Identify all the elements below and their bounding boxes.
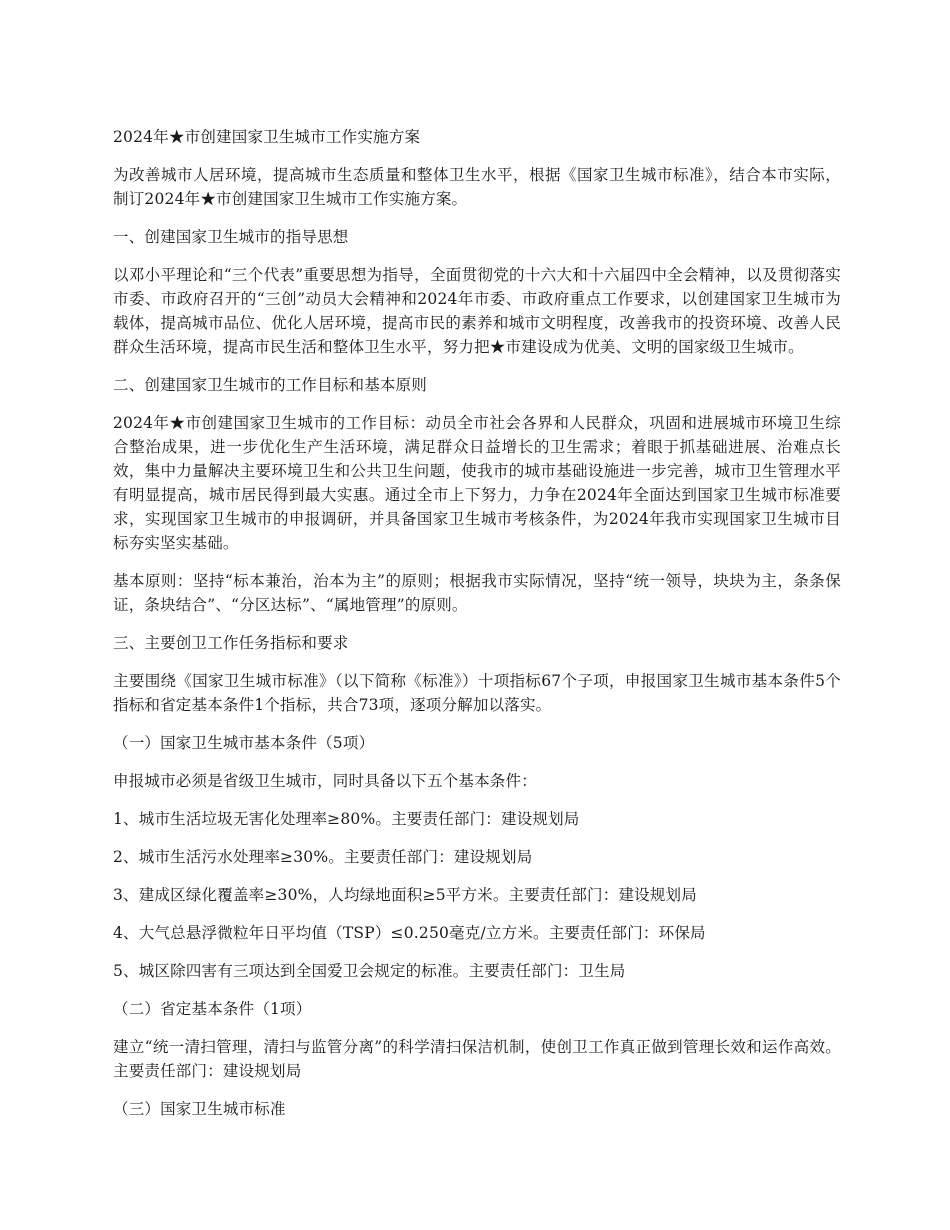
provincial-conditions-paragraph: 建立“统一清扫管理，清扫与监管分离”的科学清扫保洁机制，使创卫工作真正做到管理长效和运作高效。主要责任部门：建设规划局 xyxy=(113,1038,841,1080)
subsection-heading-basic-conditions: （一）国家卫生城市基本条件（5项） xyxy=(113,734,375,752)
goals-paragraph: 2024年★市创建国家卫生城市的工作目标：动员全市社会各界和人民群众，巩固和进展城市环境卫生综合整治成果，进一步优化生产生活环境，满足群众日益增长的卫生需求；着眼于抓基础进展、治难点长效，集中力量解决主要环境卫生和公共卫生问题，使我市的城市基础设施进一步完善，城市卫生管理水平有明显提高，城市居民得到最大实惠。通过全市上下努力，力争在2024年全面达到国家卫生城市标准要求，实现国家卫生城市的申报调研，并具备国家卫生城市考核条件，为2024年我市实现国家卫生城市目标夯实坚实基础。 xyxy=(113,414,841,552)
section-heading-guiding-ideology: 一、创建国家卫生城市的指导思想 xyxy=(113,228,349,246)
condition-item-2: 2、城市生活污水处理率≥30%。主要责任部门：建设规划局 xyxy=(113,848,533,866)
condition-item-5: 5、城区除四害有三项达到全国爱卫会规定的标准。主要责任部门：卫生局 xyxy=(113,962,626,980)
document-title: 2024年★市创建国家卫生城市工作实施方案 xyxy=(113,128,421,146)
intro-paragraph: 为改善城市人居环境，提高城市生态质量和整体卫生水平，根据《国家卫生城市标准》，结合本市实际，制订2024年★市创建国家卫生城市工作实施方案。 xyxy=(113,166,841,208)
condition-item-1: 1、城市生活垃圾无害化处理率≥80%。主要责任部门：建设规划局 xyxy=(113,810,580,828)
guiding-ideology-paragraph: 以邓小平理论和“三个代表”重要思想为指导，全面贯彻党的十六大和十六届四中全会精神，以及贯彻落实市委、市政府召开的“三创”动员大会精神和2024年市委、市政府重点工作要求，以创建国家卫生城市为载体，提高城市品位、优化人居环境，提高市民的素养和城市文明程度，改善我市的投资环境、改善人民群众生活环境，提高市民生活和整体卫生水平，努力把★市建设成为优美、文明的国家级卫生城市。 xyxy=(113,266,841,356)
condition-item-3: 3、建成区绿化覆盖率≥30%，人均绿地面积≥5平方米。主要责任部门：建设规划局 xyxy=(113,886,697,904)
condition-item-4: 4、大气总悬浮微粒年日平均值（TSP）≤0.250毫克/立方米。主要责任部门：环保局 xyxy=(113,924,706,942)
subsection-heading-provincial-conditions: （二）省定基本条件（1项） xyxy=(113,1000,312,1018)
document-page xyxy=(113,125,841,1135)
section-heading-tasks: 三、主要创卫工作任务指标和要求 xyxy=(113,634,349,652)
subsection-heading-national-standards: （三）国家卫生城市标准 xyxy=(113,1100,286,1118)
tasks-paragraph: 主要围绕《国家卫生城市标准》（以下简称《标准》）十项指标67个子项，申报国家卫生城市基本条件5个指标和省定基本条件1个指标，共合73项，逐项分解加以落实。 xyxy=(113,672,841,714)
principles-paragraph: 基本原则：坚持“标本兼治，治本为主”的原则；根据我市实际情况，坚持“统一领导，块块为主，条条保证，条块结合”、“分区达标”、“属地管理”的原则。 xyxy=(113,572,841,614)
section-heading-goals-principles: 二、创建国家卫生城市的工作目标和基本原则 xyxy=(113,376,428,394)
basic-conditions-intro: 申报城市必须是省级卫生城市，同时具备以下五个基本条件： xyxy=(113,772,537,790)
